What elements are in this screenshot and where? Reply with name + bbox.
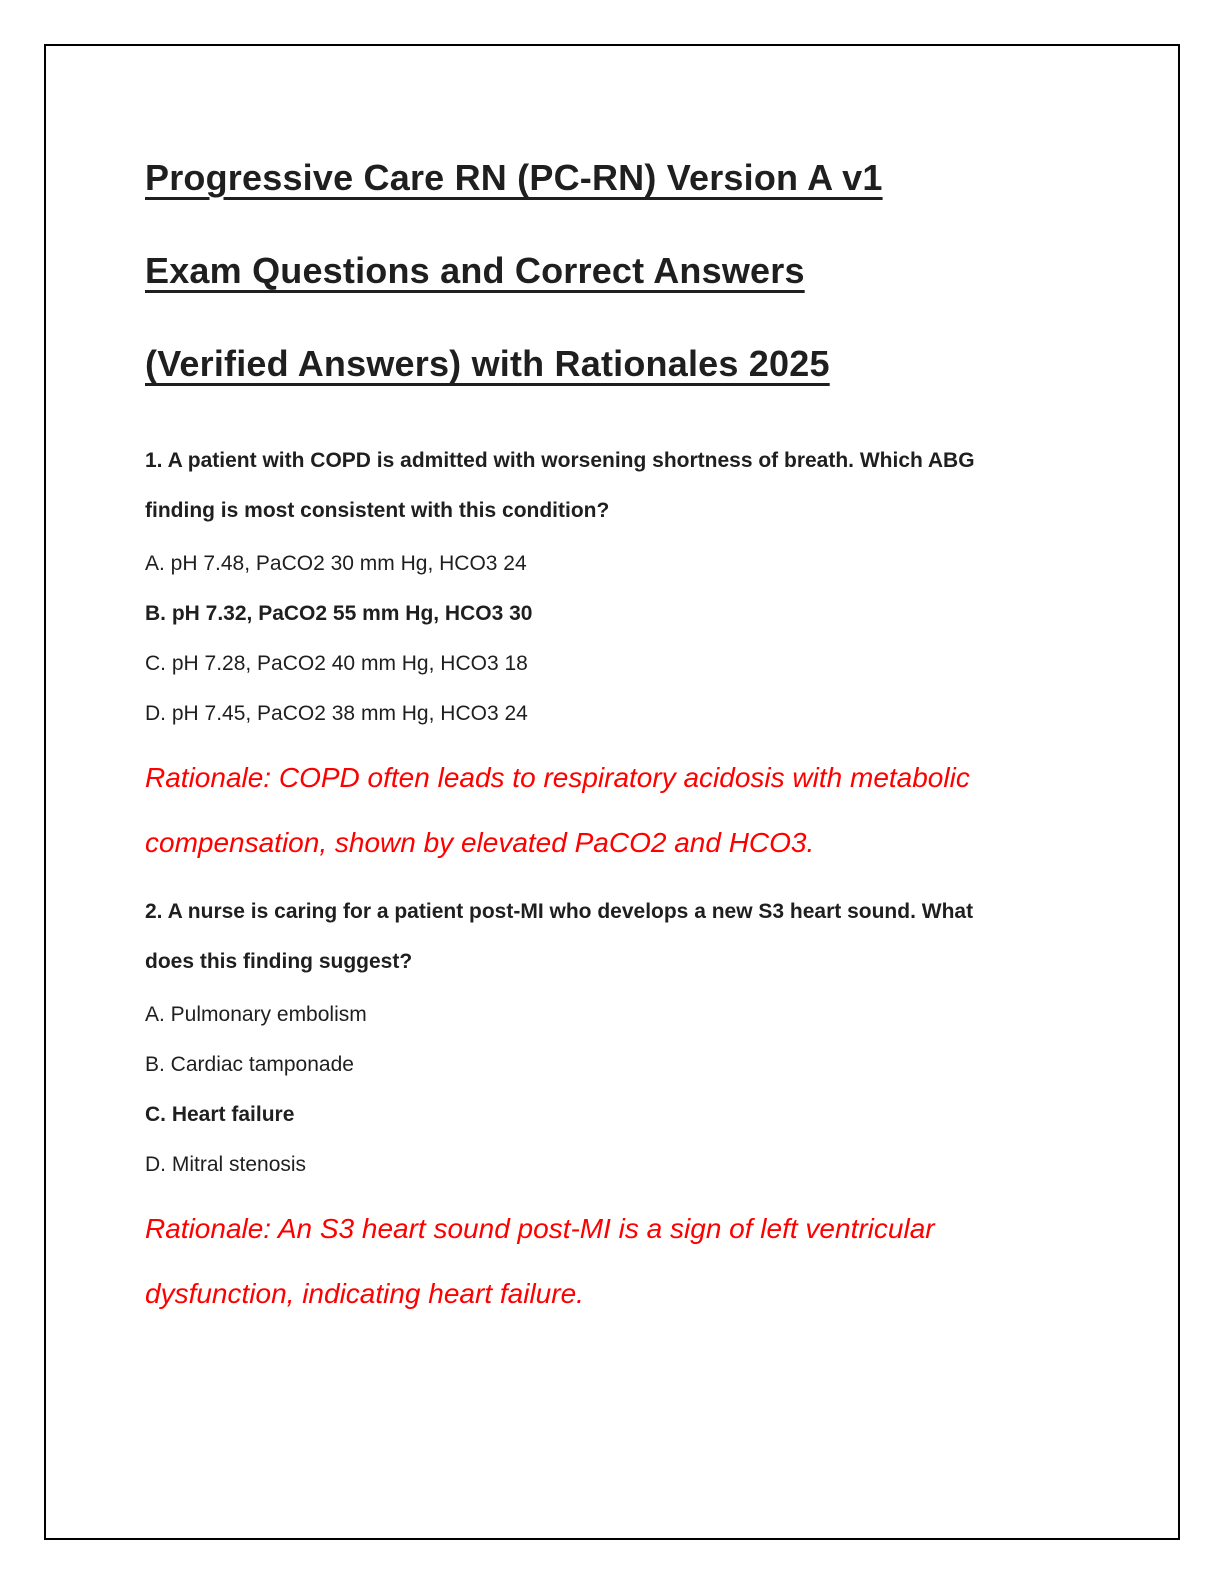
question-1-options xyxy=(145,539,1138,739)
question-2-text: 2. A nurse is caring for a patient post-MI who develops a new S3 heart sound. What does this finding suggest? xyxy=(145,900,974,973)
question-2-option-d: D. Mitral stenosis xyxy=(145,1153,307,1176)
title-line-1-text: Progressive Care RN (PC-RN) Version A v1 xyxy=(145,157,883,198)
question-2-options xyxy=(145,990,1138,1190)
title-line-1 xyxy=(145,157,1138,199)
title-line-2-text: Exam Questions and Correct Answers xyxy=(145,250,805,291)
title-line-3-text: (Verified Answers) with Rationales 2025 xyxy=(145,343,830,384)
question-1-rationale: Rationale: COPD often leads to respiratory acidosis with metabolic compensation, shown by elevated PaCO2 and HCO3. xyxy=(145,762,970,858)
question-1-option-d: D. pH 7.45, PaCO2 38 mm Hg, HCO3 24 xyxy=(145,702,528,725)
question-1-option-b: B. pH 7.32, PaCO2 55 mm Hg, HCO3 30 xyxy=(145,602,533,625)
title-line-2 xyxy=(145,250,1138,292)
question-2-option-c: C. Heart failure xyxy=(145,1103,295,1126)
document-title xyxy=(145,157,1138,385)
question-2-block xyxy=(145,887,1138,1326)
question-2-rationale: Rationale: An S3 heart sound post-MI is a sign of left ventricular dysfunction, indicating heart failure. xyxy=(145,1213,935,1309)
question-2-option-b: B. Cardiac tamponade xyxy=(145,1053,354,1076)
question-2-option-a: A. Pulmonary embolism xyxy=(145,1003,367,1026)
title-line-3 xyxy=(145,343,1138,385)
question-1-block xyxy=(145,436,1138,875)
question-1-option-a: A. pH 7.48, PaCO2 30 mm Hg, HCO3 24 xyxy=(145,552,527,575)
question-1-option-c: C. pH 7.28, PaCO2 40 mm Hg, HCO3 18 xyxy=(145,652,528,675)
question-1-text: 1. A patient with COPD is admitted with worsening shortness of breath. Which ABG finding is most consistent with this condition? xyxy=(145,449,975,522)
page-content xyxy=(46,46,1178,1326)
page-border xyxy=(44,44,1180,1540)
